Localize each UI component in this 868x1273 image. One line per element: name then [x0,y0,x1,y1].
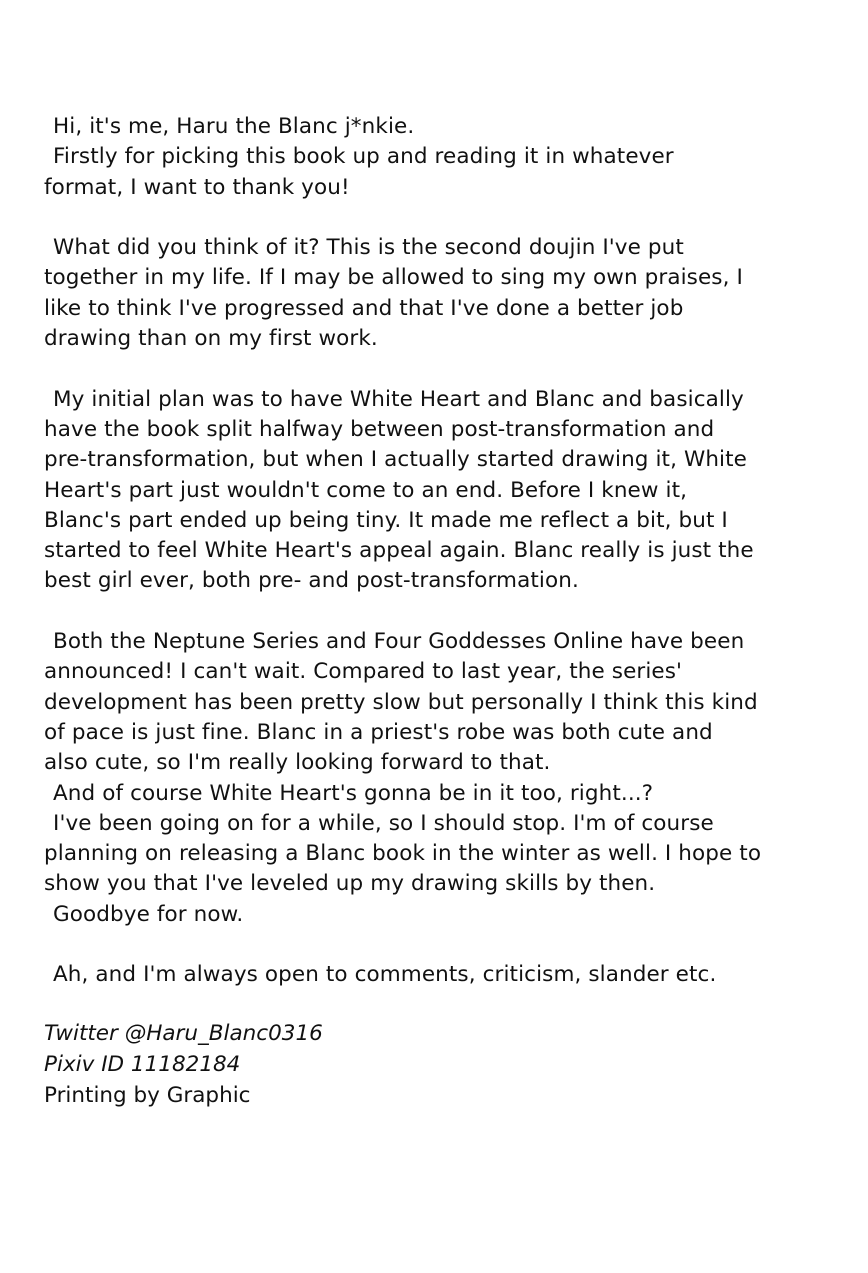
paragraph-plan [44,385,834,597]
text-line: Hi, it's me, Haru the Blanc j*nkie. [53,114,415,139]
text-line: Goodbye for now. [53,901,244,927]
text-line: together in my life. If I may be allowed to sing my own praises, I [44,265,743,291]
text-line: Both the Neptune Series and Four Goddesses Online have been [53,629,745,655]
text-line: Blanc's part ended up being tiny. It made me reflect a bit, but I [44,507,728,533]
printing-credit: Printing by Graphic [44,1083,251,1108]
text-line: planning on releasing a Blanc book in the winter as well. I hope to [44,841,762,867]
text-line: announced! I can't wait. Compared to last year, the series' [44,659,683,685]
text-line: best girl ever, both pre- and post-transformation. [44,568,579,594]
paragraph-gap [44,597,834,627]
text-line: format, I want to thank you! [44,174,350,200]
text-line: And of course White Heart's gonna be in it too, right...? [53,780,654,806]
text-line: Ah, and I'm always open to comments, criticism, slander etc. [53,962,717,988]
paragraph-gap [44,930,834,960]
text-line: also cute, so I'm really looking forward to that. [44,750,551,776]
text-line: drawing than on my first work. [44,326,378,352]
paragraph-comments [44,960,834,990]
text-line: pre-transformation, but when I actually started drawing it, White [44,447,747,473]
afterword-text [44,112,834,991]
text-line: Firstly for picking this book up and reading it in whatever [53,144,674,170]
twitter-handle: Twitter @Haru_Blanc0316 [44,1021,323,1046]
paragraph-doujin [44,233,834,354]
text-line: show you that I've leveled up my drawing skills by then. [44,871,656,897]
paragraph-gap [44,354,834,384]
text-line: Heart's part just wouldn't come to an end. Before I knew it, [44,477,688,503]
pixiv-id: Pixiv ID 11182184 [44,1052,241,1077]
text-line: My initial plan was to have White Heart and Blanc and basically [53,386,744,412]
text-line: like to think I've progressed and that I've done a better job [44,295,684,321]
text-line: What did you think of it? This is the second doujin I've put [53,235,684,261]
text-line: I've been going on for a while, so I should stop. I'm of course [53,810,714,836]
credits [44,1018,544,1111]
text-line: started to feel White Heart's appeal again. Blanc really is just the [44,538,754,564]
text-line: have the book split halfway between post-transformation and [44,416,715,442]
paragraph-series [44,627,834,930]
paragraph-gap [44,203,834,233]
paragraph-greeting [44,112,834,203]
text-line: development has been pretty slow but personally I think this kind [44,689,758,715]
text-line: of pace is just fine. Blanc in a priest's robe was both cute and [44,719,713,745]
